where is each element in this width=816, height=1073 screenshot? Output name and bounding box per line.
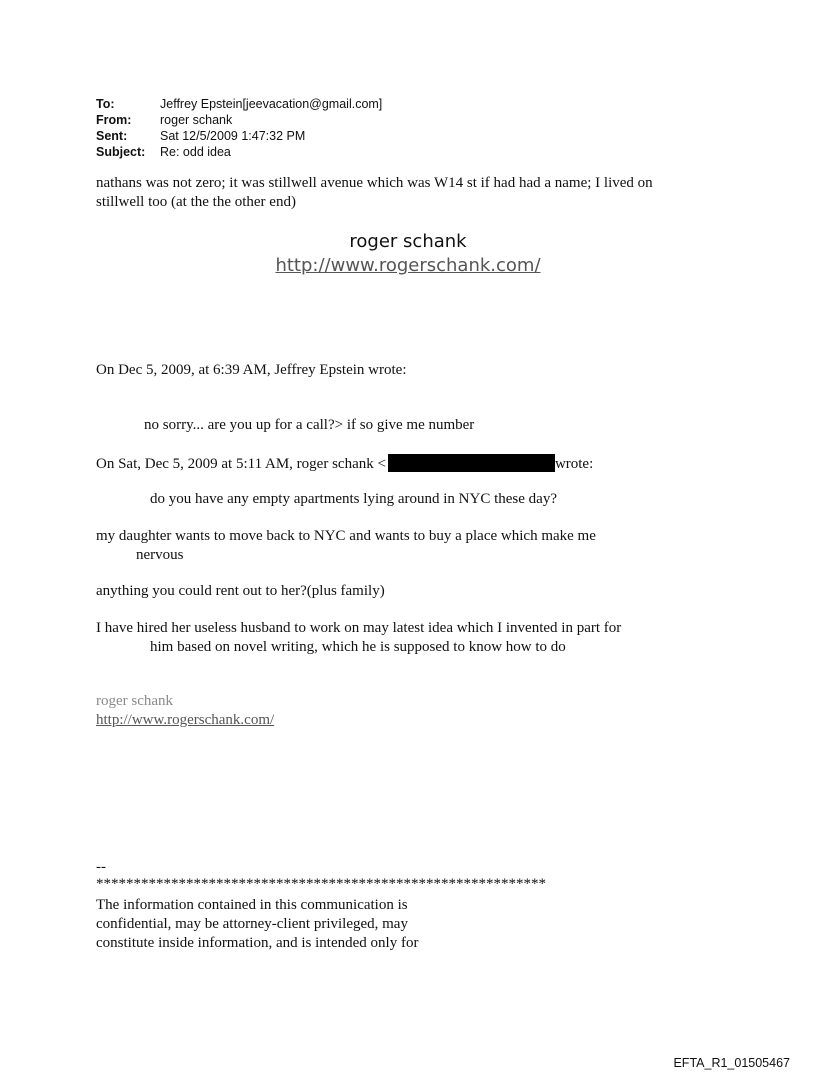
reply-line-2: stillwell too (at the the other end) (96, 194, 296, 210)
from-label: From: (96, 113, 132, 127)
quoted-para-4-line-2: him based on novel writing, which he is supposed to know how to do (150, 639, 566, 655)
header-to-row (96, 96, 382, 112)
sent-label: Sent: (96, 129, 128, 143)
subject-value: Re: odd idea (160, 145, 231, 159)
quoted-para-3: anything you could rent out to her?(plus family) (96, 583, 385, 599)
reply-body (96, 174, 653, 212)
email-header (96, 96, 382, 160)
reply-line-1: nathans was not zero; it was stillwell avenue which was W14 st if had had a name; I lived on (96, 175, 653, 191)
disclaimer-stars: ************************************************************ (96, 876, 546, 892)
quoted-para-2 (96, 527, 596, 565)
quoted-epstein-message: no sorry... are you up for a call?> if so give me number (144, 417, 475, 433)
quoted-signature (96, 692, 274, 730)
quoted-signature-name: roger schank (96, 693, 174, 709)
quoted-para-4 (96, 619, 621, 657)
quoted-para-4-line-1: I have hired her useless husband to work on may latest idea which I invented in part for (96, 620, 622, 636)
quoted-para-1: do you have any empty apartments lying around in NYC these day? (150, 491, 557, 507)
to-value: Jeffrey Epstein[jeevacation@gmail.com] (160, 97, 383, 111)
disclaimer-line-2: confidential, may be attorney-client privileged, may (96, 916, 408, 932)
from-value: roger schank (160, 113, 233, 127)
redaction-box (388, 454, 555, 472)
disclaimer (96, 858, 546, 953)
disclaimer-line-3: constitute inside information, and is intended only for (96, 935, 419, 951)
header-sent-row (96, 128, 382, 144)
sent-value: Sat 12/5/2009 1:47:32 PM (160, 129, 306, 143)
header-subject-row (96, 144, 382, 160)
disclaimer-line-1: The information contained in this communication is (96, 897, 408, 913)
quoted-signature-link[interactable]: http://www.rogerschank.com/ (96, 712, 275, 728)
signature-block (0, 230, 816, 278)
attribution-prefix: On Sat, Dec 5, 2009 at 5:11 AM, roger schank < (96, 456, 386, 472)
quoted-para-2-line-1: my daughter wants to move back to NYC and wants to buy a place which make me (96, 528, 596, 544)
subject-label: Subject: (96, 145, 146, 159)
quote-attribution-schank (96, 454, 593, 474)
signature-name: roger schank (349, 231, 467, 252)
document-id: EFTA_R1_01505467 (673, 1056, 790, 1070)
signature-link[interactable]: http://www.rogerschank.com/ (275, 255, 541, 276)
disclaimer-dashes: -- (96, 859, 106, 875)
header-from-row (96, 112, 382, 128)
attribution-suffix: wrote: (554, 456, 594, 472)
quote-attribution-epstein: On Dec 5, 2009, at 6:39 AM, Jeffrey Epstein wrote: (96, 362, 407, 378)
quoted-para-2-line-2: nervous (136, 547, 184, 563)
to-label: To: (96, 97, 115, 111)
